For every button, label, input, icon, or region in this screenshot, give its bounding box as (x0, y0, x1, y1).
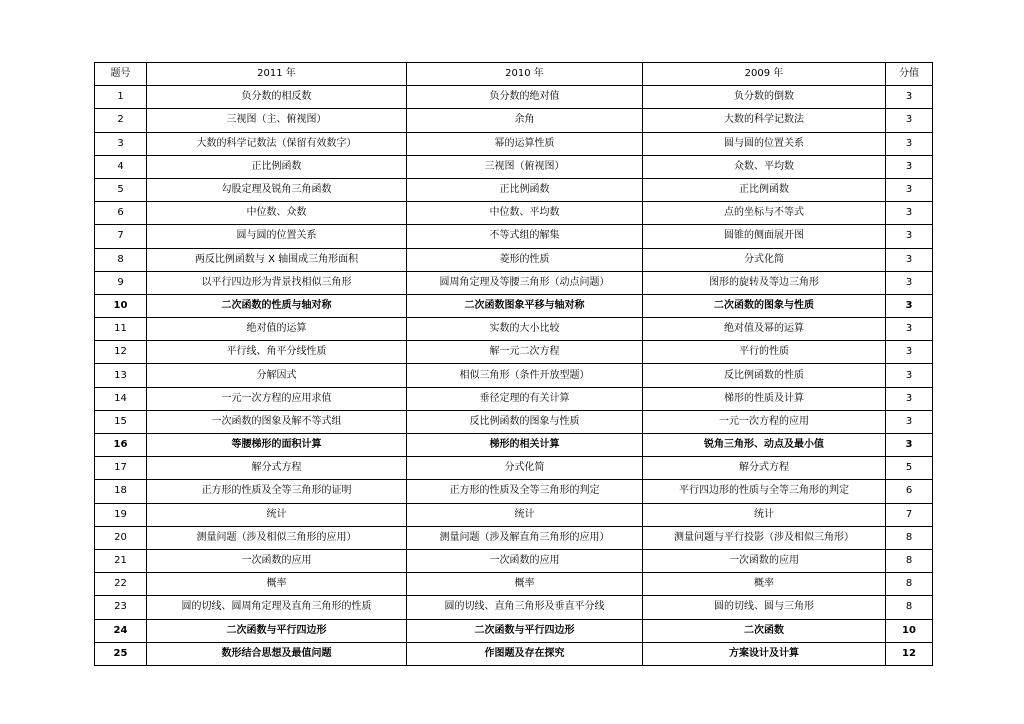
cell-score: 3 (886, 318, 933, 341)
cell-topic-2011: 解分式方程 (147, 457, 407, 480)
cell-topic-2011: 圆的切线、圆周角定理及直角三角形的性质 (147, 596, 407, 619)
cell-score: 3 (886, 434, 933, 457)
table-row (95, 178, 933, 201)
table-body (95, 86, 933, 666)
cell-question-number: 12 (95, 341, 147, 364)
cell-score: 7 (886, 503, 933, 526)
cell-topic-2010: 二次函数与平行四边形 (407, 619, 643, 642)
cell-question-number: 2 (95, 109, 147, 132)
cell-score: 8 (886, 573, 933, 596)
cell-topic-2011: 三视图（主、俯视图） (147, 109, 407, 132)
cell-score: 8 (886, 549, 933, 572)
cell-question-number: 11 (95, 318, 147, 341)
table-row (95, 526, 933, 549)
header-year-2009: 2009 年 (643, 63, 886, 86)
cell-topic-2009: 方案设计及计算 (643, 642, 886, 665)
cell-topic-2009: 一元一次方程的应用 (643, 410, 886, 433)
cell-topic-2010: 正方形的性质及全等三角形的判定 (407, 480, 643, 503)
cell-topic-2010: 三视图（俯视图） (407, 155, 643, 178)
cell-topic-2011: 二次函数与平行四边形 (147, 619, 407, 642)
cell-score: 3 (886, 248, 933, 271)
cell-question-number: 3 (95, 132, 147, 155)
cell-score: 3 (886, 341, 933, 364)
table-row (95, 202, 933, 225)
cell-topic-2011: 统计 (147, 503, 407, 526)
cell-topic-2009: 正比例函数 (643, 178, 886, 201)
cell-question-number: 13 (95, 364, 147, 387)
header-question-number: 题号 (95, 63, 147, 86)
table-row (95, 225, 933, 248)
cell-score: 3 (886, 225, 933, 248)
table-row (95, 503, 933, 526)
cell-topic-2011: 数形结合思想及最值问题 (147, 642, 407, 665)
cell-topic-2011: 圆与圆的位置关系 (147, 225, 407, 248)
header-year-2011: 2011 年 (147, 63, 407, 86)
cell-score: 3 (886, 202, 933, 225)
cell-topic-2011: 概率 (147, 573, 407, 596)
exam-topics-table (94, 62, 933, 666)
cell-topic-2010: 幂的运算性质 (407, 132, 643, 155)
table-row (95, 318, 933, 341)
table-row (95, 271, 933, 294)
cell-topic-2010: 相似三角形（条件开放型题） (407, 364, 643, 387)
table-row (95, 132, 933, 155)
cell-topic-2011: 一次函数的图象及解不等式组 (147, 410, 407, 433)
cell-score: 3 (886, 132, 933, 155)
table-row (95, 549, 933, 572)
cell-question-number: 4 (95, 155, 147, 178)
cell-topic-2011: 以平行四边形为背景找相似三角形 (147, 271, 407, 294)
table-row (95, 480, 933, 503)
cell-topic-2010: 正比例函数 (407, 178, 643, 201)
cell-topic-2009: 大数的科学记数法 (643, 109, 886, 132)
cell-topic-2009: 概率 (643, 573, 886, 596)
cell-question-number: 15 (95, 410, 147, 433)
cell-question-number: 17 (95, 457, 147, 480)
cell-topic-2009: 圆的切线、圆与三角形 (643, 596, 886, 619)
cell-score: 6 (886, 480, 933, 503)
cell-topic-2010: 不等式组的解集 (407, 225, 643, 248)
cell-topic-2010: 实数的大小比较 (407, 318, 643, 341)
cell-topic-2009: 众数、平均数 (643, 155, 886, 178)
cell-topic-2010: 余角 (407, 109, 643, 132)
cell-question-number: 14 (95, 387, 147, 410)
table-row (95, 341, 933, 364)
cell-topic-2010: 统计 (407, 503, 643, 526)
cell-topic-2010: 一次函数的应用 (407, 549, 643, 572)
table-row (95, 294, 933, 317)
cell-score: 10 (886, 619, 933, 642)
cell-topic-2010: 概率 (407, 573, 643, 596)
cell-topic-2009: 一次函数的应用 (643, 549, 886, 572)
cell-score: 3 (886, 155, 933, 178)
table-row (95, 109, 933, 132)
table-row (95, 457, 933, 480)
cell-question-number: 22 (95, 573, 147, 596)
cell-score: 12 (886, 642, 933, 665)
cell-score: 3 (886, 410, 933, 433)
cell-topic-2009: 圆锥的侧面展开图 (643, 225, 886, 248)
table-row (95, 619, 933, 642)
cell-question-number: 1 (95, 86, 147, 109)
cell-topic-2010: 负分数的绝对值 (407, 86, 643, 109)
cell-topic-2009: 分式化简 (643, 248, 886, 271)
cell-question-number: 24 (95, 619, 147, 642)
cell-score: 3 (886, 387, 933, 410)
cell-topic-2010: 解一元二次方程 (407, 341, 643, 364)
cell-topic-2010: 反比例函数的图象与性质 (407, 410, 643, 433)
cell-topic-2011: 二次函数的性质与轴对称 (147, 294, 407, 317)
table-row (95, 434, 933, 457)
cell-topic-2009: 圆与圆的位置关系 (643, 132, 886, 155)
cell-score: 3 (886, 109, 933, 132)
cell-topic-2011: 一元一次方程的应用求值 (147, 387, 407, 410)
cell-question-number: 20 (95, 526, 147, 549)
cell-topic-2009: 平行四边形的性质与全等三角形的判定 (643, 480, 886, 503)
cell-question-number: 25 (95, 642, 147, 665)
cell-topic-2011: 中位数、众数 (147, 202, 407, 225)
cell-topic-2011: 大数的科学记数法（保留有效数字） (147, 132, 407, 155)
cell-topic-2010: 圆周角定理及等腰三角形（动点问题） (407, 271, 643, 294)
cell-topic-2010: 梯形的相关计算 (407, 434, 643, 457)
cell-topic-2009: 锐角三角形、动点及最小值 (643, 434, 886, 457)
cell-topic-2009: 平行的性质 (643, 341, 886, 364)
cell-topic-2010: 测量问题（涉及解直角三角形的应用） (407, 526, 643, 549)
cell-topic-2009: 点的坐标与不等式 (643, 202, 886, 225)
cell-question-number: 9 (95, 271, 147, 294)
table-row (95, 248, 933, 271)
header-row (95, 63, 933, 86)
cell-topic-2010: 二次函数图象平移与轴对称 (407, 294, 643, 317)
table-row (95, 410, 933, 433)
cell-topic-2009: 负分数的倒数 (643, 86, 886, 109)
cell-topic-2011: 平行线、角平分线性质 (147, 341, 407, 364)
cell-topic-2011: 正方形的性质及全等三角形的证明 (147, 480, 407, 503)
cell-question-number: 10 (95, 294, 147, 317)
cell-score: 3 (886, 294, 933, 317)
cell-score: 8 (886, 596, 933, 619)
cell-topic-2011: 等腰梯形的面积计算 (147, 434, 407, 457)
cell-topic-2011: 勾股定理及锐角三角函数 (147, 178, 407, 201)
cell-topic-2009: 绝对值及幂的运算 (643, 318, 886, 341)
table-row (95, 642, 933, 665)
table-row (95, 86, 933, 109)
cell-question-number: 23 (95, 596, 147, 619)
cell-topic-2010: 作图题及存在探究 (407, 642, 643, 665)
cell-question-number: 6 (95, 202, 147, 225)
cell-topic-2009: 反比例函数的性质 (643, 364, 886, 387)
cell-topic-2011: 两反比例函数与 X 轴围成三角形面积 (147, 248, 407, 271)
cell-topic-2010: 垂径定理的有关计算 (407, 387, 643, 410)
cell-score: 5 (886, 457, 933, 480)
cell-score: 3 (886, 271, 933, 294)
cell-question-number: 8 (95, 248, 147, 271)
header-score: 分值 (886, 63, 933, 86)
cell-question-number: 21 (95, 549, 147, 572)
cell-question-number: 18 (95, 480, 147, 503)
cell-topic-2009: 二次函数 (643, 619, 886, 642)
cell-topic-2010: 分式化简 (407, 457, 643, 480)
cell-score: 3 (886, 178, 933, 201)
table-row (95, 155, 933, 178)
cell-topic-2011: 分解因式 (147, 364, 407, 387)
cell-question-number: 16 (95, 434, 147, 457)
cell-topic-2009: 梯形的性质及计算 (643, 387, 886, 410)
cell-score: 3 (886, 364, 933, 387)
cell-topic-2010: 圆的切线、直角三角形及垂直平分线 (407, 596, 643, 619)
cell-topic-2011: 正比例函数 (147, 155, 407, 178)
cell-topic-2009: 解分式方程 (643, 457, 886, 480)
cell-topic-2011: 绝对值的运算 (147, 318, 407, 341)
cell-question-number: 19 (95, 503, 147, 526)
cell-topic-2009: 测量问题与平行投影（涉及相似三角形） (643, 526, 886, 549)
table-row (95, 596, 933, 619)
cell-topic-2011: 负分数的相反数 (147, 86, 407, 109)
cell-topic-2010: 中位数、平均数 (407, 202, 643, 225)
cell-score: 3 (886, 86, 933, 109)
table-row (95, 364, 933, 387)
table-row (95, 573, 933, 596)
cell-topic-2009: 图形的旋转及等边三角形 (643, 271, 886, 294)
cell-topic-2009: 二次函数的图象与性质 (643, 294, 886, 317)
cell-question-number: 5 (95, 178, 147, 201)
table-row (95, 387, 933, 410)
cell-topic-2011: 测量问题（涉及相似三角形的应用） (147, 526, 407, 549)
cell-question-number: 7 (95, 225, 147, 248)
cell-topic-2010: 菱形的性质 (407, 248, 643, 271)
cell-topic-2011: 一次函数的应用 (147, 549, 407, 572)
header-year-2010: 2010 年 (407, 63, 643, 86)
cell-topic-2009: 统计 (643, 503, 886, 526)
cell-score: 8 (886, 526, 933, 549)
